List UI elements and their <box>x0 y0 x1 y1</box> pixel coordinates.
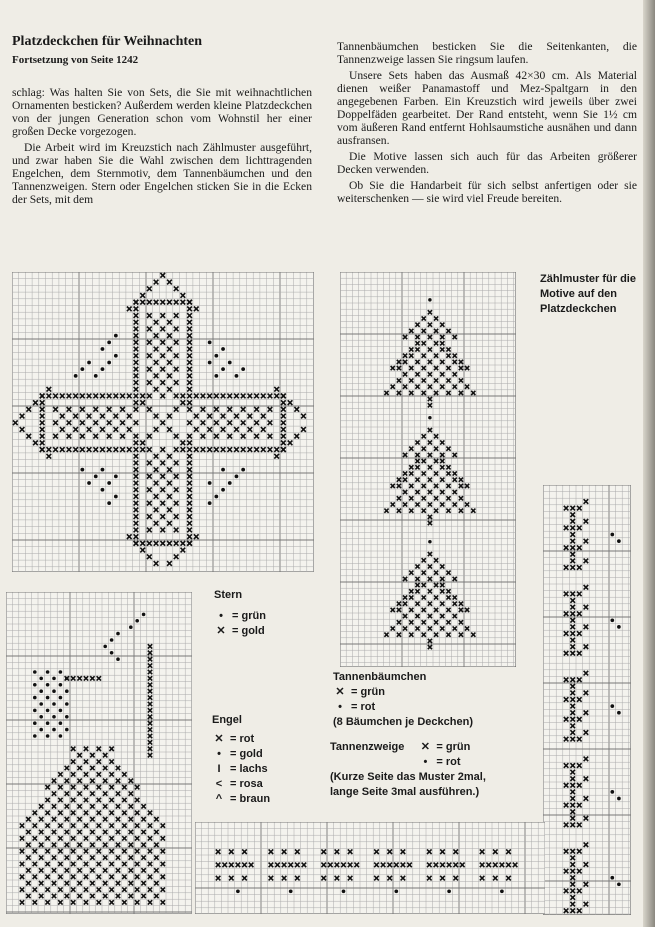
dot-stitch <box>59 721 63 725</box>
legend-label: = braun <box>230 793 271 805</box>
dot-stitch <box>80 367 84 371</box>
dot-stitch <box>610 790 614 794</box>
dot-stitch <box>39 728 43 732</box>
dot-stitch <box>46 696 50 700</box>
legend-stern <box>214 588 266 639</box>
dot-stitch <box>214 374 218 378</box>
legend-note: (Kurze Seite das Muster 2mal, lange Seite 3mal ausführen.) <box>330 771 486 798</box>
dot-stitch <box>208 361 212 365</box>
cross-symbol: ✕ <box>420 741 430 753</box>
dot-stitch <box>114 354 118 358</box>
legend-title: Tannenzweige <box>330 741 405 753</box>
dot-stitch <box>221 367 225 371</box>
angle-symbol: < <box>215 778 223 790</box>
legend-note: (8 Bäumchen je Deckchen) <box>333 716 473 728</box>
right-text-column <box>337 40 637 208</box>
tree-pattern-chart <box>340 272 516 667</box>
dot-stitch <box>46 734 50 738</box>
dot-stitch <box>617 797 621 801</box>
bar-symbol: I <box>217 763 221 775</box>
dot-stitch <box>208 340 212 344</box>
dot-stitch <box>65 728 69 732</box>
legend-label: = gold <box>232 625 265 637</box>
dot-stitch <box>617 625 621 629</box>
dot-stitch <box>65 715 69 719</box>
dot-stitch <box>52 728 56 732</box>
legend-tannen <box>333 670 473 730</box>
legend-label: = grün <box>351 686 385 698</box>
dot-symbol: • <box>219 610 223 622</box>
dot-stitch <box>135 619 139 623</box>
dot-stitch <box>74 374 78 378</box>
left-text-column <box>12 86 312 209</box>
dot-stitch <box>289 889 293 893</box>
paragraph: Unsere Sets haben das Ausmaß 42×30 cm. Als Material dienen weißer Panamastoff und Mez-Spaltgarn in den angegebenen Farben. Ein Kreuzstich wird jeweils über zwei Doppelfäden gearbeitet. Der Rand entsteht, wenn Sie 1½ cm vom äußeren Rand entfernt Hohlsaumstiche ausnähen und dann ausfransen. <box>337 69 637 147</box>
dot-stitch <box>236 889 240 893</box>
dot-stitch <box>107 501 111 505</box>
dot-stitch <box>52 677 56 681</box>
dot-stitch <box>59 696 63 700</box>
dot-stitch <box>46 683 50 687</box>
dot-stitch <box>241 468 245 472</box>
dot-stitch <box>65 689 69 693</box>
dot-stitch <box>235 374 239 378</box>
dot-stitch <box>610 876 614 880</box>
dot-stitch <box>116 657 120 661</box>
dot-stitch <box>107 481 111 485</box>
dot-stitch <box>39 715 43 719</box>
branch-pattern-chart-horizontal <box>195 822 545 914</box>
dot-stitch <box>39 702 43 706</box>
paragraph: Die Arbeit wird im Kreuzstich nach Zählmuster ausgeführt, und zwar haben Sie die Wahl zwischen dem lichttragenden Engelchen, dem Sternmotiv, dem Tannenbäumchen und den Tannenzweigen. Stern oder Engelchen sticken Sie in die Ecken der Sets, mit dem <box>12 141 312 206</box>
dot-stitch <box>235 474 239 478</box>
dot-stitch <box>617 711 621 715</box>
dot-stitch <box>221 468 225 472</box>
dot-stitch <box>116 632 120 636</box>
legend-label: = rot <box>436 756 461 768</box>
legend-label: = rosa <box>230 778 263 790</box>
dot-stitch <box>221 488 225 492</box>
dot-stitch <box>610 704 614 708</box>
paragraph: Ob Sie die Handarbeit für sich selbst anfertigen oder sie weiterschenken — sie wird viel Freude bereiten. <box>337 179 637 205</box>
dot-stitch <box>33 670 37 674</box>
dot-stitch <box>65 702 69 706</box>
dot-stitch <box>110 651 114 655</box>
dot-stitch <box>87 361 91 365</box>
legend-label: = rot <box>230 733 255 745</box>
dot-stitch <box>39 677 43 681</box>
dot-stitch <box>214 495 218 499</box>
dot-stitch <box>101 488 105 492</box>
dot-stitch <box>33 683 37 687</box>
cross-symbol: ✕ <box>214 733 224 745</box>
legend-label: = grün <box>232 610 266 622</box>
dot-stitch <box>110 638 114 642</box>
legend-label: = lachs <box>230 763 268 775</box>
dot-stitch <box>617 539 621 543</box>
dot-stitch <box>33 721 37 725</box>
dot-symbol: • <box>423 756 428 768</box>
dot-stitch <box>52 702 56 706</box>
dot-stitch <box>221 347 225 351</box>
cross-symbol: ✕ <box>216 625 226 637</box>
dot-stitch <box>59 734 63 738</box>
legend-label: = grün <box>436 741 471 753</box>
dot-stitch <box>500 889 504 893</box>
dot-stitch <box>228 361 232 365</box>
angel-pattern-chart <box>6 592 192 914</box>
dot-stitch <box>107 340 111 344</box>
article-subtitle: Fortsetzung von Seite 1242 <box>12 54 139 66</box>
dot-stitch <box>103 645 107 649</box>
dot-stitch <box>241 367 245 371</box>
dot-stitch <box>46 709 50 713</box>
star-pattern-chart <box>12 272 314 572</box>
dot-stitch <box>208 501 212 505</box>
dot-stitch <box>101 347 105 351</box>
dot-stitch <box>59 670 63 674</box>
dot-stitch <box>94 374 98 378</box>
dot-stitch <box>52 715 56 719</box>
legend-title: Stern <box>214 589 243 601</box>
caret-symbol: ^ <box>215 793 223 805</box>
dot-stitch <box>617 882 621 886</box>
dot-stitch <box>428 298 431 301</box>
dot-stitch <box>80 468 84 472</box>
page-edge <box>643 0 655 927</box>
dot-stitch <box>428 540 431 543</box>
dot-stitch <box>33 709 37 713</box>
dot-stitch <box>33 734 37 738</box>
dot-stitch <box>101 367 105 371</box>
dot-stitch <box>33 696 37 700</box>
dot-stitch <box>39 689 43 693</box>
dot-stitch <box>610 618 614 622</box>
legend-engel <box>212 713 270 807</box>
branch-pattern-chart-vertical <box>543 485 631 915</box>
dot-stitch <box>87 481 91 485</box>
dot-stitch <box>208 481 212 485</box>
legend-label: = gold <box>230 748 263 760</box>
dot-stitch <box>114 474 118 478</box>
legend-title: Tannenbäumchen <box>333 671 427 683</box>
dot-stitch <box>59 709 63 713</box>
figure-caption: Zählmuster für die Motive auf den Platzdeckchen <box>540 273 636 315</box>
article-title: Platzdeckchen für Weihnachten <box>12 34 203 49</box>
paragraph: Tannenbäumchen besticken Sie die Seitenkanten, die Tannenzweige lassen Sie ringsum laufen. <box>337 40 637 66</box>
dot-stitch <box>114 495 118 499</box>
paragraph: Die Motive lassen sich auch für das Arbeiten größerer Decken verwenden. <box>337 150 637 176</box>
dot-stitch <box>101 468 105 472</box>
dot-stitch <box>447 889 451 893</box>
dot-symbol: • <box>338 701 342 713</box>
dot-stitch <box>52 689 56 693</box>
dot-stitch <box>342 889 346 893</box>
cross-symbol: ✕ <box>335 686 345 698</box>
dot-stitch <box>107 361 111 365</box>
dot-stitch <box>228 481 232 485</box>
legend-label: = rot <box>351 701 376 713</box>
dot-stitch <box>142 613 146 617</box>
legend-title: Engel <box>212 714 242 726</box>
paragraph: schlag: Was halten Sie von Sets, die Sie mit weihnachtlichen Ornamenten besticken? Außerdem werden kleine Platzdeckchen von der jungen Generation schon vom Wohnstil her einer großen Decke vorgezogen. <box>12 86 312 138</box>
dot-stitch <box>94 474 98 478</box>
dot-stitch <box>46 721 50 725</box>
dot-stitch <box>428 416 431 419</box>
legend-zweige <box>330 740 530 800</box>
dot-stitch <box>394 889 398 893</box>
dot-stitch <box>610 533 614 537</box>
dot-stitch <box>59 683 63 687</box>
dot-symbol: • <box>217 748 221 760</box>
dot-stitch <box>129 625 133 629</box>
dot-stitch <box>214 354 218 358</box>
dot-stitch <box>46 670 50 674</box>
dot-stitch <box>114 334 118 338</box>
